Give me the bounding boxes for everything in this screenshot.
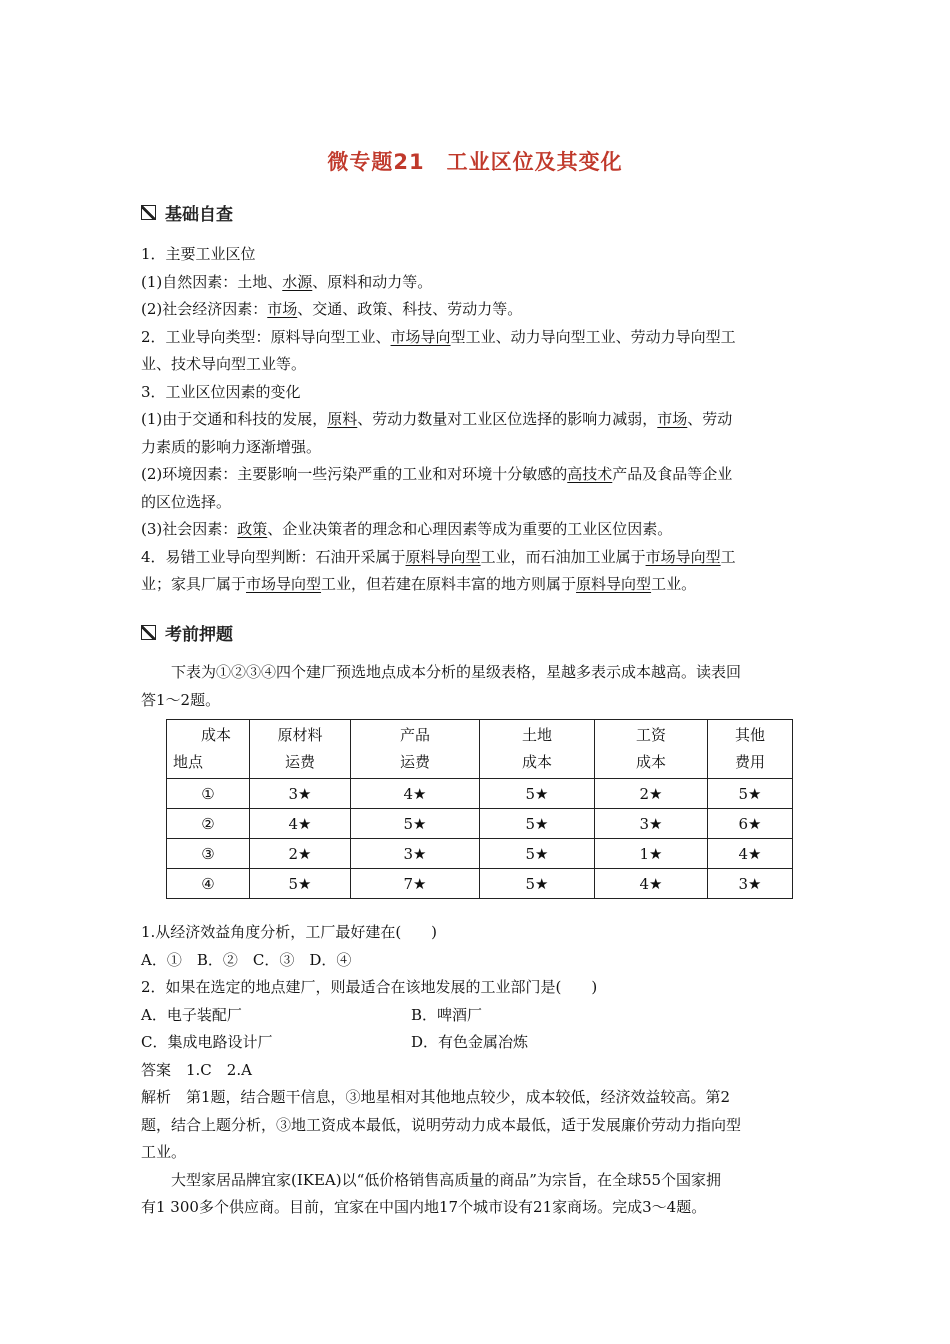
basics-line (141, 489, 811, 517)
text-segment: 2．工业导向类型：原料导向型工业、 (141, 327, 391, 346)
table-cell: 3★ (708, 869, 793, 899)
basics-line (141, 434, 811, 462)
page-title: 微专题21 工业区位及其变化 (327, 150, 623, 174)
option-b: B．啤酒厂 (411, 1005, 483, 1024)
text-segment: (3)社会因素： (141, 520, 238, 538)
header-line: 费用 (734, 753, 765, 771)
question-2: 2．如果在选定的地点建厂，则最适合在该地发展的工业部门是( ) (141, 978, 598, 996)
underlined-term: 市场 (657, 410, 688, 428)
underlined-term: 原料导向型 (576, 575, 652, 593)
text-segment: 4．易错工业导向型判断：石油开采属于 (141, 547, 406, 566)
table-cell: 5★ (480, 839, 595, 869)
table-cell: 5★ (480, 779, 595, 809)
table-cell: 2★ (250, 839, 351, 869)
table-header-cell (250, 720, 351, 779)
intro-line: 大型家居品牌宜家(IKEA)以“低价格销售高质量的商品”为宗旨，在全球55个国家拥 (171, 1170, 722, 1189)
table-header-cell (708, 720, 793, 779)
option-c: C．集成电路设计厂 (141, 1033, 273, 1051)
underlined-term: 水源 (282, 272, 313, 291)
table-cell: 4★ (250, 809, 351, 839)
underlined-term: 政策 (237, 520, 268, 538)
table-cell: 3★ (595, 809, 708, 839)
text-segment: 业、技术导向型工业等。 (141, 355, 307, 373)
intro-line: 有1 300多个供应商。目前，宜家在中国内地17个城市设有21家商场。完成3～4题。 (141, 1198, 707, 1216)
text-segment: 3．工业区位因素的变化 (141, 382, 301, 401)
section-heading-text: 考前押题 (165, 625, 233, 645)
intro-line: 下表为①②③④四个建厂预选地点成本分析的星级表格，星越多表示成本越高。读表回 (171, 663, 742, 681)
section-heading-exam (141, 620, 233, 645)
analysis-line: 题，结合上题分析，③地工资成本最低，说明劳动力成本最低，适于发展廉价劳动力指向型 (141, 1115, 742, 1134)
underlined-term: 市场导向 (390, 327, 451, 346)
option-d: D．有色金属冶炼 (411, 1033, 529, 1051)
table-cell: 6★ (708, 809, 793, 839)
text-segment: 产品及食品等企业 (612, 465, 733, 483)
table-header-cell (595, 720, 708, 779)
text-segment: (2)环境因素：主要影响一些污染严重的工业和对环境十分敏感的 (141, 465, 568, 483)
analysis-line: 解析 第1题，结合题干信息，③地星相对其他地点较少，成本较低，经济效益较高。第2 (141, 1088, 731, 1106)
underlined-term: 高技术 (567, 465, 613, 483)
analysis-line: 工业。 (141, 1143, 187, 1161)
basics-line (141, 379, 811, 407)
underlined-term: 原料导向型 (405, 547, 481, 566)
table-cell: 3★ (351, 839, 480, 869)
intro-line: 答1～2题。 (141, 690, 221, 709)
question-1: 1.从经济效益角度分析，工厂最好建在( ) (141, 923, 438, 941)
table-cell: 2★ (595, 779, 708, 809)
header-line: 工资 (635, 726, 666, 744)
table-header-row (167, 720, 793, 779)
text-segment: 型工业、动力导向型工业、劳动力导向型工 (450, 327, 736, 346)
section-heading-basics (141, 200, 233, 225)
text-segment: 、劳动 (687, 410, 733, 428)
section-heading-text: 基础自查 (165, 205, 233, 225)
basics-line (141, 571, 811, 599)
text-segment: 工业。 (651, 575, 697, 593)
table-cell: 3★ (250, 779, 351, 809)
text-segment: (1)自然因素：土地、 (141, 272, 283, 291)
basics-line (141, 351, 811, 379)
underlined-term: 市场导向型 (246, 575, 322, 593)
exam-intro (141, 659, 811, 714)
answer-line: 答案 1.C 2.A (141, 1060, 252, 1079)
basics-line (141, 516, 811, 544)
text-segment: 的区位选择。 (141, 492, 232, 511)
header-line: 成本 (521, 753, 552, 771)
section-square-icon (141, 625, 156, 640)
table-row (167, 839, 793, 869)
text-segment: 、企业决策者的理念和心理因素等成为重要的工业区位因素。 (267, 520, 673, 538)
header-line: 产品 (399, 726, 430, 744)
text-segment: 、劳动力数量对工业区位选择的影响力减弱， (357, 410, 658, 428)
table-cell: 1★ (595, 839, 708, 869)
basics-line (141, 296, 811, 324)
table-cell: ③ (167, 839, 250, 869)
text-segment: 、交通、政策、科技、劳动力等。 (297, 300, 523, 318)
table-header-cell (351, 720, 480, 779)
text-segment: 力素质的影响力逐渐增强。 (141, 437, 322, 456)
table-row (167, 779, 793, 809)
corner-top-label: 成本 (201, 726, 232, 744)
table-cell: 4★ (351, 779, 480, 809)
header-line: 原材料 (277, 726, 323, 744)
table-cell: 5★ (250, 869, 351, 899)
text-segment: 工业，但若建在原料丰富的地方则属于 (321, 575, 577, 593)
table-cell: 5★ (351, 809, 480, 839)
question-2-options-row (141, 1002, 811, 1030)
basics-line (141, 241, 811, 269)
text-segment: 、原料和动力等。 (312, 272, 433, 291)
question-2-options-row (141, 1029, 811, 1057)
header-line: 运费 (284, 753, 315, 771)
table-header-cell (480, 720, 595, 779)
text-segment: 工业，而石油加工业属于 (480, 547, 646, 566)
basics-line (141, 461, 811, 489)
text-segment: 1．主要工业区位 (141, 245, 256, 263)
table-cell: ① (167, 779, 250, 809)
text-segment: 业；家具厂属于 (141, 575, 247, 593)
table-cell: 4★ (708, 839, 793, 869)
table-cell: 4★ (595, 869, 708, 899)
basics-line (141, 324, 811, 352)
table-cell: 7★ (351, 869, 480, 899)
basics-line (141, 406, 811, 434)
questions-block (141, 919, 811, 1222)
corner-bottom-label: 地点 (173, 753, 204, 771)
underlined-term: 市场导向型 (645, 547, 721, 566)
table-cell: 5★ (480, 869, 595, 899)
table-cell: 5★ (708, 779, 793, 809)
underlined-term: 市场 (267, 300, 298, 318)
header-line: 其他 (734, 726, 765, 744)
cost-table (166, 719, 793, 899)
question-1-options: A．① B．② C．③ D．④ (141, 950, 352, 969)
table-cell: ② (167, 809, 250, 839)
table-cell: ④ (167, 869, 250, 899)
table-row (167, 869, 793, 899)
table-corner-cell (167, 720, 250, 779)
option-a: A．电子装配厂 (141, 1005, 242, 1024)
section-square-icon (141, 205, 156, 220)
text-segment: (2)社会经济因素： (141, 300, 268, 318)
header-line: 土地 (521, 726, 552, 744)
basics-line (141, 269, 811, 297)
header-line: 成本 (635, 753, 666, 771)
table-cell: 5★ (480, 809, 595, 839)
basics-line (141, 544, 811, 572)
text-segment: (1)由于交通和科技的发展， (141, 410, 328, 428)
underlined-term: 原料 (327, 410, 358, 428)
table-row (167, 809, 793, 839)
basics-content (141, 241, 811, 599)
header-line: 运费 (399, 753, 430, 771)
text-segment: 工 (720, 547, 736, 566)
